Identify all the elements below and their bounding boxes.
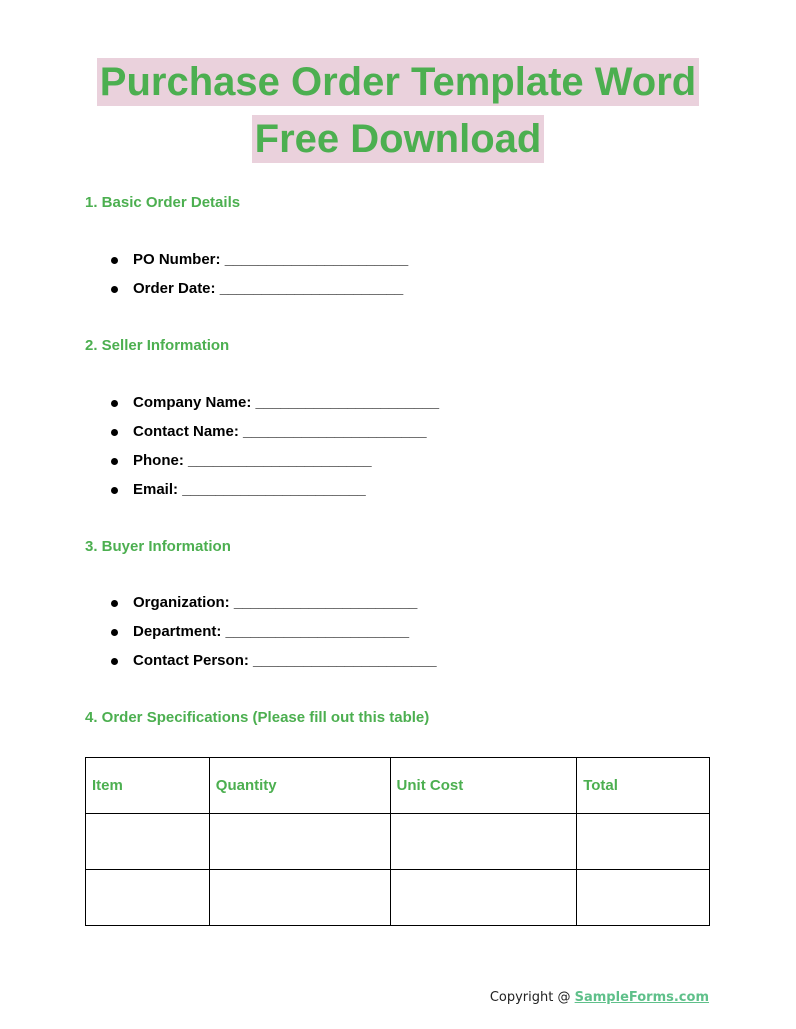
field-blank[interactable]: ______________________ bbox=[255, 394, 440, 411]
field-phone bbox=[85, 451, 439, 480]
cell-unit-cost[interactable] bbox=[390, 870, 577, 926]
field-department bbox=[85, 622, 437, 651]
bullet-icon bbox=[111, 257, 118, 264]
field-contact-name bbox=[85, 422, 439, 451]
field-label: Order Date: bbox=[133, 280, 216, 297]
title-line-1: Purchase Order Template Word bbox=[97, 58, 699, 106]
section-heading-basic-order-details: 1. Basic Order Details bbox=[85, 194, 241, 211]
field-company-name bbox=[85, 393, 439, 422]
section-heading-seller-information: 2. Seller Information bbox=[85, 337, 230, 354]
field-label: Email: bbox=[133, 481, 179, 498]
field-label: PO Number: bbox=[133, 251, 221, 268]
field-email bbox=[85, 480, 439, 509]
column-header-unit-cost: Unit Cost bbox=[390, 758, 577, 814]
column-header-total: Total bbox=[577, 758, 710, 814]
seller-fields bbox=[85, 393, 439, 509]
field-order-date bbox=[85, 279, 408, 308]
section-heading-buyer-information: 3. Buyer Information bbox=[85, 538, 231, 555]
bullet-icon bbox=[111, 600, 118, 607]
table-row bbox=[86, 814, 710, 870]
section-heading-order-specifications: 4. Order Specifications (Please fill out this table) bbox=[85, 709, 430, 726]
field-blank[interactable]: ______________________ bbox=[243, 423, 427, 440]
field-organization bbox=[85, 593, 437, 622]
field-blank[interactable]: ______________________ bbox=[224, 251, 409, 268]
bullet-icon bbox=[111, 429, 118, 436]
cell-total[interactable] bbox=[577, 814, 710, 870]
table-row bbox=[86, 870, 710, 926]
bullet-icon bbox=[111, 629, 118, 636]
field-blank[interactable]: ______________________ bbox=[182, 481, 366, 498]
field-label: Phone: bbox=[133, 452, 184, 469]
order-specifications-table bbox=[85, 757, 710, 926]
table-header-row bbox=[86, 758, 710, 814]
field-label: Contact Person: bbox=[133, 652, 249, 669]
document-title bbox=[0, 58, 796, 172]
cell-item[interactable] bbox=[86, 814, 210, 870]
field-contact-person bbox=[85, 651, 437, 680]
buyer-fields bbox=[85, 593, 437, 680]
field-label: Contact Name: bbox=[133, 423, 239, 440]
sampleforms-link[interactable]: SampleForms.com bbox=[574, 990, 709, 1005]
column-header-item: Item bbox=[86, 758, 210, 814]
cell-quantity[interactable] bbox=[209, 870, 390, 926]
field-blank[interactable]: ______________________ bbox=[233, 594, 418, 611]
cell-unit-cost[interactable] bbox=[390, 814, 577, 870]
copyright-text: Copyright @ bbox=[489, 990, 575, 1005]
field-blank[interactable]: ______________________ bbox=[225, 623, 410, 640]
field-blank[interactable]: ______________________ bbox=[219, 280, 404, 297]
bullet-icon bbox=[111, 400, 118, 407]
basic-order-fields bbox=[85, 250, 408, 308]
field-po-number bbox=[85, 250, 408, 279]
column-header-quantity: Quantity bbox=[209, 758, 390, 814]
cell-total[interactable] bbox=[577, 870, 710, 926]
cell-quantity[interactable] bbox=[209, 814, 390, 870]
field-blank[interactable]: ______________________ bbox=[253, 652, 437, 669]
cell-item[interactable] bbox=[86, 870, 210, 926]
field-label: Department: bbox=[133, 623, 222, 640]
bullet-icon bbox=[111, 487, 118, 494]
title-line-2: Free Download bbox=[252, 115, 545, 163]
field-blank[interactable]: ______________________ bbox=[188, 452, 372, 469]
bullet-icon bbox=[111, 658, 118, 665]
field-label: Organization: bbox=[133, 594, 230, 611]
bullet-icon bbox=[111, 286, 118, 293]
bullet-icon bbox=[111, 458, 118, 465]
copyright-footer bbox=[490, 990, 709, 1005]
field-label: Company Name: bbox=[133, 394, 252, 411]
